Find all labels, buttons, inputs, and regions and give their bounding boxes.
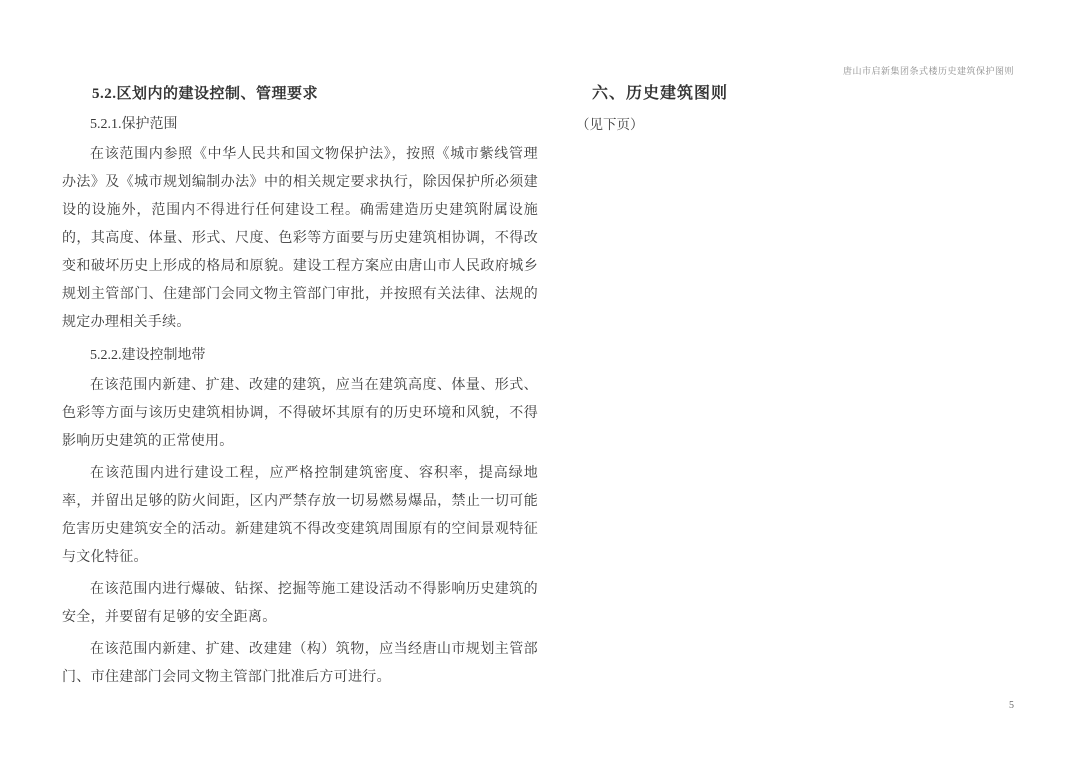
see-next-page-note: （见下页） [576,117,644,132]
right-column [576,82,1016,137]
section-heading-5-2: 5.2.区划内的建设控制、管理要求 [92,86,319,102]
subsection-heading-5-2-2: 5.2.2.建设控制地带 [90,348,206,363]
paragraph: 在该范围内进行建设工程，应严格控制建筑密度、容积率，提高绿地率，并留出足够的防火间距，区内严禁存放一切易燃易爆品，禁止一切可能危害历史建筑安全的活动。新建建筑不得改变建筑周围原有的空间景观特征与文化特征。 [62,466,538,565]
paragraph: 在该范围内进行爆破、钻探、挖掘等施工建设活动不得影响历史建筑的安全，并要留有足够的安全距离。 [62,582,538,625]
left-column [62,82,538,694]
page-number: 5 [1009,700,1014,711]
running-header-text: 唐山市启新集团条式楼历史建筑保护图则 [842,66,1014,76]
paragraph: 在该范围内新建、扩建、改建建（构）筑物，应当经唐山市规划主管部门、市住建部门会同文物主管部门批准后方可进行。 [62,642,538,685]
chapter-heading-6: 六、历史建筑图则 [592,85,729,102]
paragraph: 在该范围内参照《中华人民共和国文物保护法》，按照《城市紫线管理办法》及《城市规划编制办法》中的相关规定要求执行，除因保护所必须建设的设施外，范围内不得进行任何建设工程。确需建造历史建筑附属设施的，其高度、体量、形式、尺度、色彩等方面要与历史建筑相协调，不得改变和破坏历史上形成的格局和原貌。建设工程方案应由唐山市人民政府城乡规划主管部门、住建部门会同文物主管部门审批，并按照有关法律、法规的规定办理相关手续。 [62,147,538,330]
paragraph: 在该范围内新建、扩建、改建的建筑，应当在建筑高度、体量、形式、色彩等方面与该历史建筑相协调，不得破坏其原有的历史环境和风貌，不得影响历史建筑的正常使用。 [62,378,538,449]
subsection-heading-5-2-1: 5.2.1.保护范围 [90,117,178,132]
